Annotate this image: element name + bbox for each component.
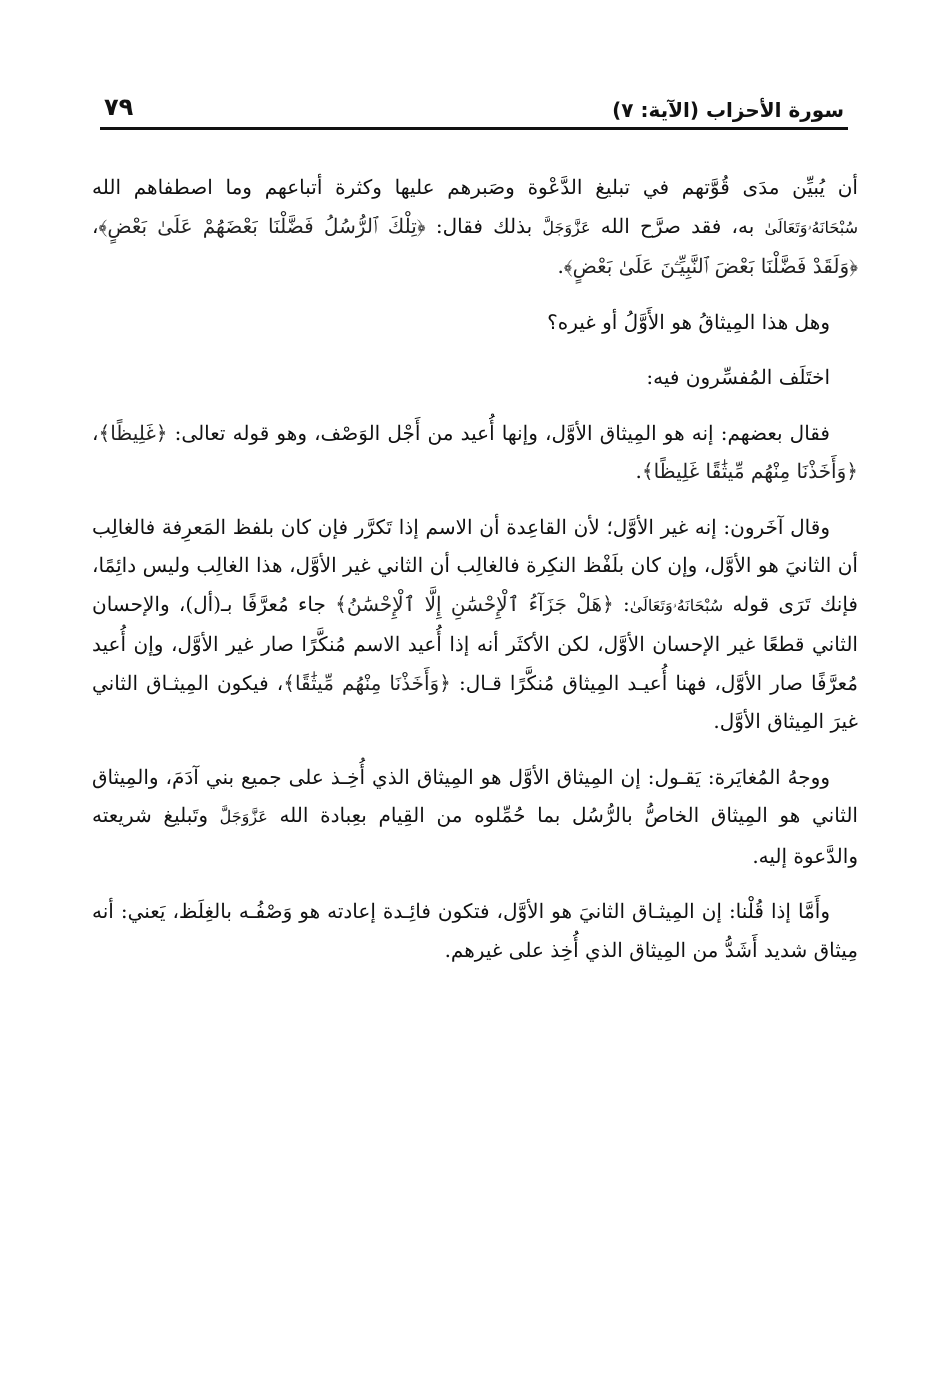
honorific: سُبْحَانَهُۥوَتَعَالَىٰ	[629, 595, 724, 615]
quran-verse: ﴿غَلِيظًا﴾	[98, 420, 168, 445]
honorific: سُبْحَانَهُۥوَتَعَالَىٰ	[764, 217, 858, 237]
text-run: جاء مُعرَّفًا بـ(أل)، والإحسان الثاني قطعًا غير الإحسان الأوَّل، لكن الأكثَر أنه إذا أُعيد الاسم مُنكَّرًا صار غير الأوَّل، وإن أُعيد مُعرَّفًا صار الأوَّل، فهنا أُعيـد المِيثاق مُنكَّرًا قـال:	[92, 591, 858, 695]
quran-verse: ﴿وَأَخَذْنَا مِنْهُم مِّيثَٰقًا غَلِيظًا﴾	[641, 459, 858, 483]
text-run: .	[635, 459, 642, 483]
text-run: ، فيكون المِيثـاق الثاني غيرَ المِيثاق الأوَّل.	[92, 670, 858, 733]
paragraph	[92, 892, 858, 969]
text-run: ووجهُ المُغايَرة: يَقـول: إن المِيثاق الأوَّل هو المِيثاق الذي أُخِـذ على جميع بني آدَمَ، والمِيثاق الثاني هو المِيثاق الخاصُّ بالرُّسُل بما حُمِّلوه من القِيام بعِبادة الله	[92, 764, 858, 827]
quran-verse: ﴿وَلَقَدْ فَضَّلْنَا بَعْضَ ٱلنَّبِيِّـۧنَ عَلَىٰ بَعْضٍ﴾	[563, 254, 858, 278]
text-run: به، فقد صرَّح الله	[590, 213, 765, 238]
paragraph	[92, 168, 858, 286]
body-text	[92, 168, 858, 986]
text-run: أن يُبيِّن مدَى قُوَّتهم في تبليغ الدَّعْوة وصَبرهم عليها وكثرة أتباعهم وما اصطفاهم الله	[92, 175, 858, 199]
paragraph	[92, 508, 858, 741]
honorific: عَزَّوَجَلَّ	[219, 807, 268, 826]
paragraph	[92, 303, 858, 342]
quran-verse: ﴿تِلْكَ ٱلرُّسُلُ فَضَّلْنَا بَعْضَهُمْ عَلَىٰ بَعْضٍ﴾	[98, 213, 426, 238]
text-run: وأَمَّا إذا قُلْنا: إن المِيثـاق الثانيَ هو الأوَّل، فتكون فائِـدة إعادته هو وَصْفُـه بالغِلَظ، يَعني: أنه مِيثاق شديد أَشَدُّ من المِيثاق الذي أُخِذ على غيرهم.	[92, 899, 858, 962]
text-run: ،	[92, 420, 99, 445]
text-run: وقال آخَرون: إنه غير الأوَّل؛ لأن القاعِدة أن الاسم إذا تَكرَّر فإن كان بلفظ المَعرِفة فالغالِب أن الثانيَ هو الأوَّل، وإن كان بلَفْظ النكِرة فالغالِب أن الثاني غير الأوَّل، هذا الغالِب وليس دائِمًا، فإنك تَرَى قوله	[92, 514, 858, 616]
text-run: وتَبليغ شريعته والدَّعوة إليه.	[92, 803, 858, 868]
chapter-title: سورة الأحزاب (الآية: ٧)	[612, 98, 844, 122]
page-number: ٧٩	[104, 93, 134, 121]
paragraph	[92, 758, 858, 876]
quran-verse: ﴿وَأَخَذْنَا مِنْهُم مِّيثَٰقًا﴾	[283, 670, 451, 695]
paragraph	[92, 358, 858, 397]
text-run: اختَلَف المُفسِّرون فيه:	[646, 365, 830, 389]
paragraph	[92, 414, 858, 491]
header-divider	[100, 127, 848, 130]
page-header	[104, 93, 844, 128]
text-run: وهل هذا المِيثاقُ هو الأَوَّلُ أو غيره؟	[547, 309, 830, 334]
honorific: عَزَّوَجَلَّ	[542, 217, 591, 237]
text-run: بذلك فقال:	[425, 213, 543, 238]
text-run: ،	[92, 213, 99, 238]
text-run: .	[557, 254, 564, 278]
text-run: :	[613, 591, 630, 616]
quran-verse: ﴿هَلْ جَزَآءُ ٱلْإِحْسَٰنِ إِلَّا ٱلْإِحْسَٰنُ﴾	[335, 591, 614, 616]
text-run: فقال بعضهم: إنه هو المِيثاق الأوَّل، وإنها أُعيد من أَجْل الوَصْف، وهو قوله تعالى:	[167, 420, 830, 445]
